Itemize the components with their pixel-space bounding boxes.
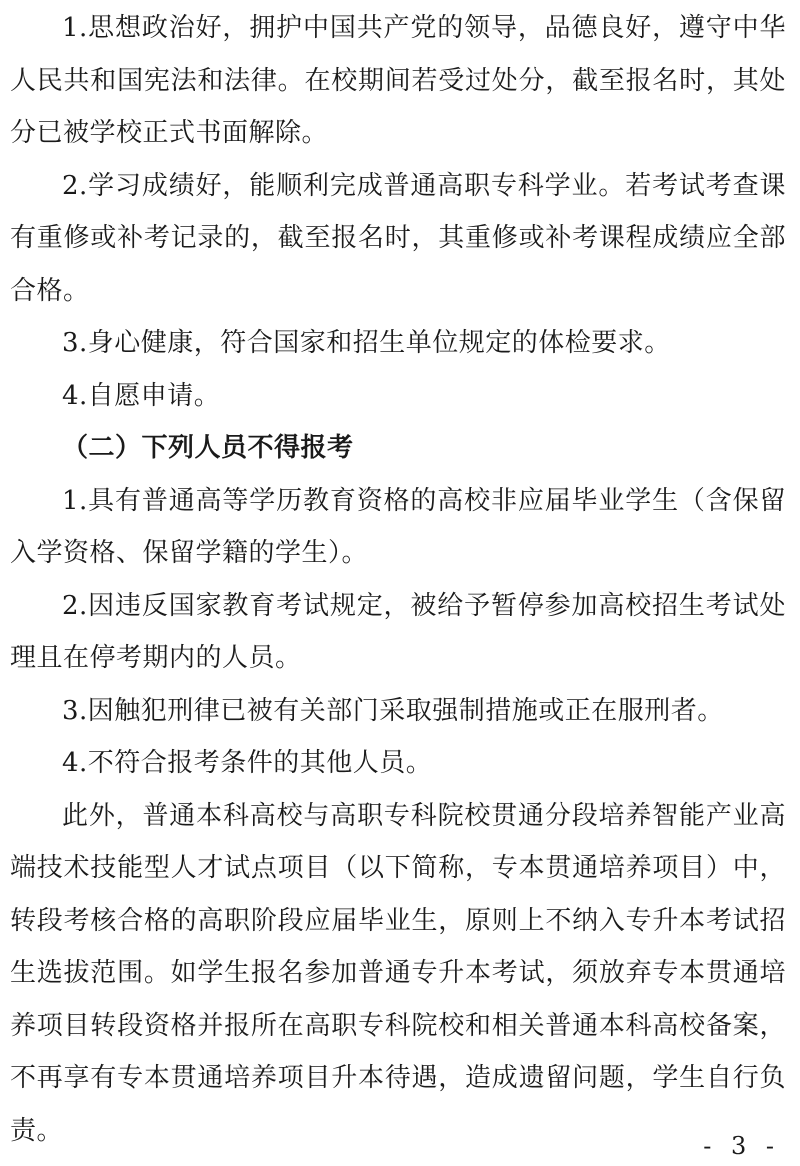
paragraph-condition-2: 2.学习成绩好，能顺利完成普通高职专科学业。若考试考查课有重修或补考记录的，截至报名时，其重修或补考课程成绩应全部合格。 [10, 170, 786, 306]
section-heading: （二）下列人员不得报考 [62, 433, 354, 463]
document-body [10, 2, 786, 1157]
paragraph-exclusion-2: 2.因违反国家教育考试规定，被给予暂停参加高校招生考试处理且在停考期内的人员。 [10, 590, 786, 673]
paragraph-condition-4: 4.自愿申请。 [62, 380, 221, 411]
paragraph-condition-3: 3.身心健康，符合国家和招生单位规定的体检要求。 [62, 328, 671, 358]
paragraph-condition-1: 1.思想政治好，拥护中国共产党的领导，品德良好，遵守中华人民共和国宪法和法律。在校期间若受过处分，截至报名时，其处分已被学校正式书面解除。 [10, 13, 786, 148]
paragraph-exclusion-4: 4.不符合报考条件的其他人员。 [62, 748, 433, 778]
paragraph-additional-note: 此外，普通本科高校与高职专科院校贯通分段培养智能产业高端技术技能型人才试点项目（以下简称，专本贯通培养项目）中，转段考核合格的高职阶段应届毕业生，原则上不纳入专升本考试招生选拔范围。如学生报名参加普通专升本考试，须放弃专本贯通培养项目转段资格并报所在高职专科院校和相关普通本科高校备案，不再享有专本贯通培养项目升本待遇，造成遗留问题，学生自行负责。 [10, 800, 786, 1146]
paragraph-exclusion-3: 3.因触犯刑律已被有关部门采取强制措施或正在服刑者。 [62, 695, 724, 726]
page-number: - 3 - [703, 1132, 780, 1160]
paragraph-exclusion-1: 1.具有普通高等学历教育资格的高校非应届毕业学生（含保留入学资格、保留学籍的学生）。 [10, 485, 786, 568]
